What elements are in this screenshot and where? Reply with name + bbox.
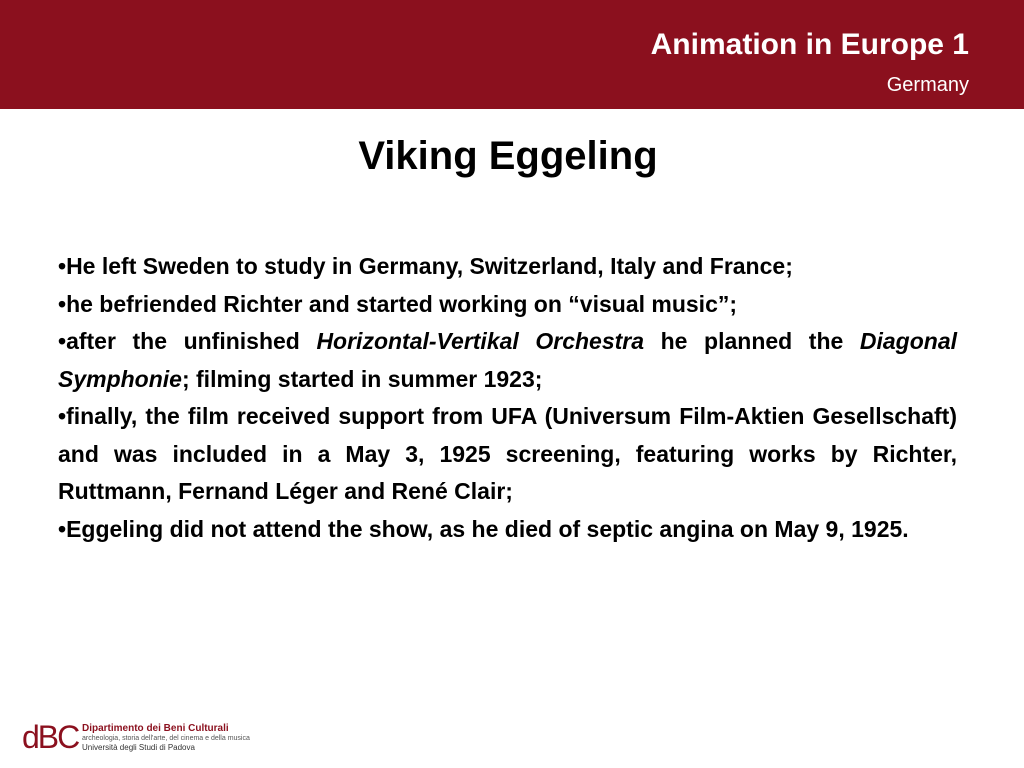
bullet-item <box>58 323 957 398</box>
logo-text <box>82 723 250 753</box>
logo-line-department: Dipartimento dei Beni Culturali <box>82 723 229 734</box>
bullet-text: Eggeling did not attend the show, as he died of septic angina on May 9, 1925. <box>66 515 909 542</box>
bullet-glyph: • <box>58 328 67 354</box>
bullet-text: finally, the film received support from UFA (Universum Film-Aktien Gesellschaft) and was included in a May 3, 1925 screening, featuring works by Richter, Ruttmann, Fernand Léger and René Clair; <box>58 403 957 504</box>
department-logo <box>22 719 250 755</box>
bullet-glyph: • <box>58 403 67 429</box>
bullet-italic-text: Diagonal Symphonie <box>58 328 958 392</box>
slide-title: Viking Eggeling <box>358 134 658 178</box>
logo-mark: dBC <box>22 719 79 755</box>
bullet-item <box>58 511 957 549</box>
bullet-glyph: • <box>58 290 67 317</box>
bullet-text: after the unfinished <box>66 328 317 354</box>
bullet-text: He left Sweden to study in Germany, Switzerland, Italy and France; <box>66 253 793 279</box>
header-subtitle: Germany <box>886 74 969 96</box>
bullet-italic-text: Horizontal-Vertikal Orchestra <box>316 328 645 354</box>
logo-line-subjects: archeologia, storia dell'arte, del cinema e della musica <box>82 735 250 742</box>
logo-line-university: Università degli Studi di Padova <box>82 743 195 752</box>
slide-header <box>0 0 1024 109</box>
bullet-item <box>58 398 957 511</box>
bullet-item <box>58 248 957 286</box>
bullet-glyph: • <box>58 515 67 542</box>
bullet-text: he befriended Richter and started working on “visual music”; <box>66 290 738 317</box>
bullet-list <box>58 248 957 548</box>
bullet-item <box>58 286 957 324</box>
bullet-text: he planned the <box>644 328 860 354</box>
bullet-glyph: • <box>58 253 67 279</box>
header-title: Animation in Europe 1 <box>650 28 969 61</box>
bullet-text: ; filming started in summer 1923; <box>181 365 543 392</box>
